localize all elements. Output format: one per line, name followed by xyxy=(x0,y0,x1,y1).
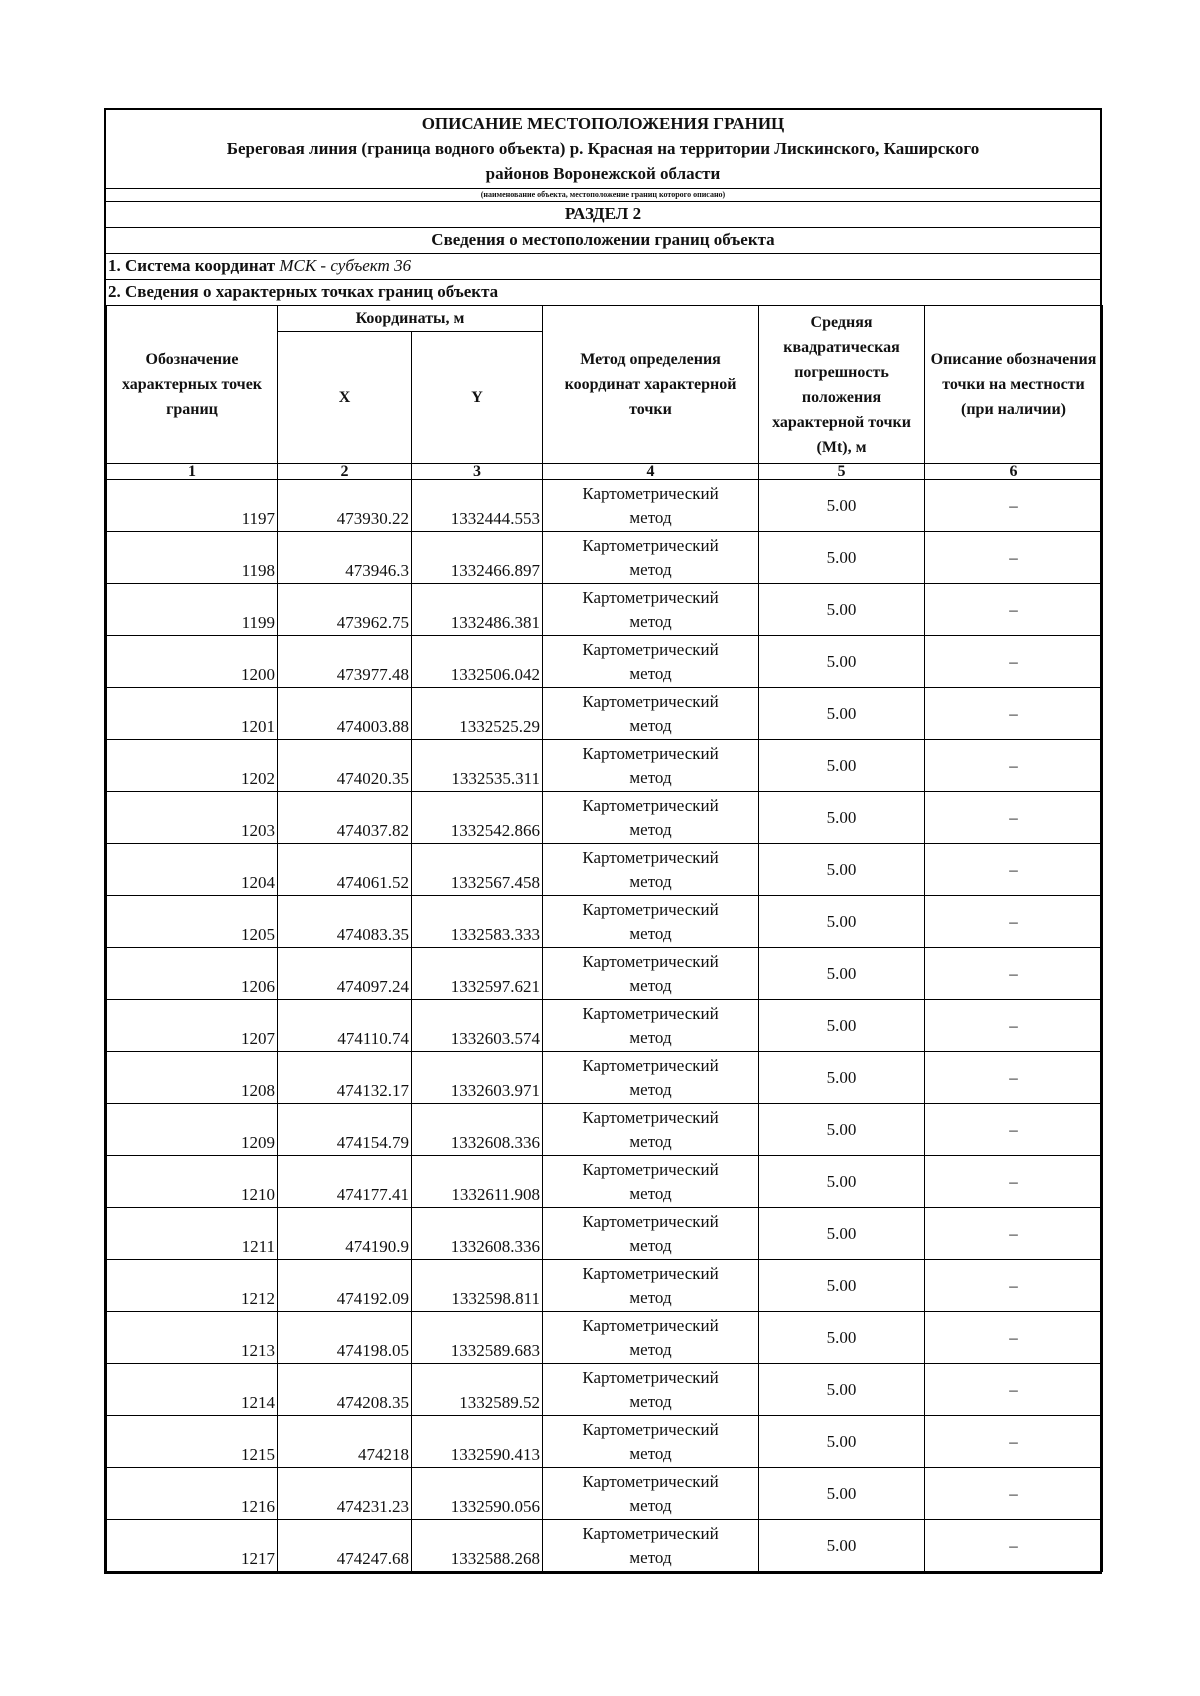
point-id-cell: 1202 xyxy=(107,740,278,792)
method-cell xyxy=(543,1000,759,1052)
point-id-cell: 1206 xyxy=(107,948,278,1000)
points-table-body xyxy=(107,480,1103,1572)
table-row xyxy=(107,1104,1103,1156)
point-id-cell: 1209 xyxy=(107,1104,278,1156)
x-coordinate-cell: 474020.35 xyxy=(278,740,412,792)
method-line-2: метод xyxy=(629,1339,672,1359)
x-coordinate-cell: 474247.68 xyxy=(278,1520,412,1572)
method-cell xyxy=(543,532,759,584)
method-cell xyxy=(543,1208,759,1260)
method-line-2: метод xyxy=(629,871,672,891)
point-id-cell: 1203 xyxy=(107,792,278,844)
table-row xyxy=(107,896,1103,948)
x-coordinate-cell: 474037.82 xyxy=(278,792,412,844)
description-cell: – xyxy=(925,688,1103,740)
error-cell: 5.00 xyxy=(759,740,925,792)
y-coordinate-cell: 1332597.621 xyxy=(412,948,543,1000)
y-coordinate-cell: 1332589.52 xyxy=(412,1364,543,1416)
document-header xyxy=(106,110,1100,189)
x-coordinate-cell: 474061.52 xyxy=(278,844,412,896)
description-cell: – xyxy=(925,1312,1103,1364)
point-id-cell: 1214 xyxy=(107,1364,278,1416)
method-cell xyxy=(543,688,759,740)
document-title: ОПИСАНИЕ МЕСТОПОЛОЖЕНИЯ ГРАНИЦ xyxy=(421,114,785,133)
error-cell: 5.00 xyxy=(759,1468,925,1520)
method-line-1: Картометрический xyxy=(582,1107,719,1127)
method-line-1: Картометрический xyxy=(582,847,719,867)
y-coordinate-cell: 1332608.336 xyxy=(412,1104,543,1156)
col-header-coords: Координаты, м xyxy=(278,306,543,332)
point-id-cell: 1217 xyxy=(107,1520,278,1572)
table-row xyxy=(107,688,1103,740)
col-number: 1 xyxy=(107,464,278,480)
y-coordinate-cell: 1332608.336 xyxy=(412,1208,543,1260)
x-coordinate-cell: 474192.09 xyxy=(278,1260,412,1312)
y-coordinate-cell: 1332590.056 xyxy=(412,1468,543,1520)
point-id-cell: 1213 xyxy=(107,1312,278,1364)
method-line-2: метод xyxy=(629,715,672,735)
point-id-cell: 1210 xyxy=(107,1156,278,1208)
method-line-1: Картометрический xyxy=(582,1471,719,1491)
point-id-cell: 1215 xyxy=(107,1416,278,1468)
description-cell: – xyxy=(925,636,1103,688)
method-line-2: метод xyxy=(629,1391,672,1411)
table-row xyxy=(107,1000,1103,1052)
object-caption: (наименование объекта, местоположение границ которого описано) xyxy=(106,189,1100,202)
method-line-2: метод xyxy=(629,1131,672,1151)
table-row xyxy=(107,480,1103,532)
table-row xyxy=(107,1416,1103,1468)
method-line-1: Картометрический xyxy=(582,1419,719,1439)
col-number: 5 xyxy=(759,464,925,480)
y-coordinate-cell: 1332603.971 xyxy=(412,1052,543,1104)
error-cell: 5.00 xyxy=(759,532,925,584)
method-cell xyxy=(543,636,759,688)
col-number: 6 xyxy=(925,464,1103,480)
col-header-desc: Описание обозначения точки на местности (при наличии) xyxy=(925,306,1103,464)
error-cell: 5.00 xyxy=(759,1364,925,1416)
method-line-1: Картометрический xyxy=(582,535,719,555)
method-line-1: Картометрический xyxy=(582,951,719,971)
method-line-2: метод xyxy=(629,1495,672,1515)
method-line-1: Картометрический xyxy=(582,1367,719,1387)
method-cell xyxy=(543,1156,759,1208)
description-cell: – xyxy=(925,1364,1103,1416)
error-cell: 5.00 xyxy=(759,844,925,896)
point-id-cell: 1207 xyxy=(107,1000,278,1052)
method-cell xyxy=(543,844,759,896)
x-coordinate-cell: 473977.48 xyxy=(278,636,412,688)
x-coordinate-cell: 474083.35 xyxy=(278,896,412,948)
x-coordinate-cell: 474208.35 xyxy=(278,1364,412,1416)
points-table xyxy=(106,305,1103,1572)
coordinate-system-label: 1. Система координат xyxy=(108,256,276,275)
point-id-cell: 1197 xyxy=(107,480,278,532)
method-line-1: Картометрический xyxy=(582,899,719,919)
x-coordinate-cell: 474097.24 xyxy=(278,948,412,1000)
method-cell xyxy=(543,1364,759,1416)
method-cell xyxy=(543,740,759,792)
method-cell xyxy=(543,792,759,844)
section-number: РАЗДЕЛ 2 xyxy=(106,202,1100,228)
description-cell: – xyxy=(925,1208,1103,1260)
table-row xyxy=(107,792,1103,844)
error-cell: 5.00 xyxy=(759,1208,925,1260)
x-coordinate-cell: 474132.17 xyxy=(278,1052,412,1104)
description-cell: – xyxy=(925,1260,1103,1312)
method-cell xyxy=(543,1104,759,1156)
description-cell: – xyxy=(925,1156,1103,1208)
method-cell xyxy=(543,1416,759,1468)
description-cell: – xyxy=(925,532,1103,584)
y-coordinate-cell: 1332542.866 xyxy=(412,792,543,844)
error-cell: 5.00 xyxy=(759,1312,925,1364)
y-coordinate-cell: 1332590.413 xyxy=(412,1416,543,1468)
description-cell: – xyxy=(925,1520,1103,1572)
y-coordinate-cell: 1332583.333 xyxy=(412,896,543,948)
error-cell: 5.00 xyxy=(759,948,925,1000)
document-subtitle-line-1: Береговая линия (граница водного объекта) р. Красная на территории Лискинского, Каширского xyxy=(226,139,980,158)
x-coordinate-cell: 474177.41 xyxy=(278,1156,412,1208)
method-line-1: Картометрический xyxy=(582,1211,719,1231)
method-line-1: Картометрический xyxy=(582,1315,719,1335)
method-line-1: Картометрический xyxy=(582,639,719,659)
point-id-cell: 1216 xyxy=(107,1468,278,1520)
error-cell: 5.00 xyxy=(759,636,925,688)
point-id-cell: 1199 xyxy=(107,584,278,636)
error-cell: 5.00 xyxy=(759,1000,925,1052)
table-row xyxy=(107,1052,1103,1104)
x-coordinate-cell: 473962.75 xyxy=(278,584,412,636)
point-id-cell: 1200 xyxy=(107,636,278,688)
x-coordinate-cell: 474190.9 xyxy=(278,1208,412,1260)
table-row xyxy=(107,532,1103,584)
method-cell xyxy=(543,1052,759,1104)
table-row xyxy=(107,1468,1103,1520)
point-id-cell: 1208 xyxy=(107,1052,278,1104)
description-cell: – xyxy=(925,1416,1103,1468)
method-cell xyxy=(543,584,759,636)
point-id-cell: 1211 xyxy=(107,1208,278,1260)
y-coordinate-cell: 1332486.381 xyxy=(412,584,543,636)
document-subtitle-line-2: районов Воронежской области xyxy=(485,164,721,183)
col-number: 4 xyxy=(543,464,759,480)
method-cell xyxy=(543,1520,759,1572)
table-row xyxy=(107,740,1103,792)
error-cell: 5.00 xyxy=(759,1104,925,1156)
method-line-2: метод xyxy=(629,767,672,787)
method-cell xyxy=(543,480,759,532)
method-line-1: Картометрический xyxy=(582,1055,719,1075)
method-line-2: метод xyxy=(629,1079,672,1099)
y-coordinate-cell: 1332589.683 xyxy=(412,1312,543,1364)
description-cell: – xyxy=(925,948,1103,1000)
description-cell: – xyxy=(925,1468,1103,1520)
x-coordinate-cell: 474231.23 xyxy=(278,1468,412,1520)
col-header-y: Y xyxy=(412,332,543,464)
x-coordinate-cell: 474154.79 xyxy=(278,1104,412,1156)
error-cell: 5.00 xyxy=(759,896,925,948)
point-id-cell: 1205 xyxy=(107,896,278,948)
method-line-2: метод xyxy=(629,1547,672,1567)
method-cell xyxy=(543,896,759,948)
points-heading: 2. Сведения о характерных точках границ объекта xyxy=(108,282,499,301)
x-coordinate-cell: 473930.22 xyxy=(278,480,412,532)
method-line-2: метод xyxy=(629,923,672,943)
method-cell xyxy=(543,1260,759,1312)
method-line-2: метод xyxy=(629,559,672,579)
method-cell xyxy=(543,948,759,1000)
error-cell: 5.00 xyxy=(759,792,925,844)
method-line-1: Картометрический xyxy=(582,1523,719,1543)
point-id-cell: 1198 xyxy=(107,532,278,584)
table-row xyxy=(107,584,1103,636)
table-row xyxy=(107,1156,1103,1208)
method-line-2: метод xyxy=(629,819,672,839)
table-row xyxy=(107,1364,1103,1416)
method-cell xyxy=(543,1468,759,1520)
method-line-2: метод xyxy=(629,611,672,631)
y-coordinate-cell: 1332567.458 xyxy=(412,844,543,896)
description-cell: – xyxy=(925,480,1103,532)
method-line-2: метод xyxy=(629,975,672,995)
y-coordinate-cell: 1332506.042 xyxy=(412,636,543,688)
y-coordinate-cell: 1332598.811 xyxy=(412,1260,543,1312)
y-coordinate-cell: 1332535.311 xyxy=(412,740,543,792)
y-coordinate-cell: 1332466.897 xyxy=(412,532,543,584)
col-number: 3 xyxy=(412,464,543,480)
error-cell: 5.00 xyxy=(759,480,925,532)
coordinate-system-value: МСК - субъект 36 xyxy=(279,256,412,275)
method-line-1: Картометрический xyxy=(582,743,719,763)
col-number: 2 xyxy=(278,464,412,480)
table-row xyxy=(107,1520,1103,1572)
table-row xyxy=(107,1312,1103,1364)
method-line-1: Картометрический xyxy=(582,795,719,815)
description-cell: – xyxy=(925,844,1103,896)
method-line-2: метод xyxy=(629,1183,672,1203)
method-line-2: метод xyxy=(629,663,672,683)
x-coordinate-cell: 474003.88 xyxy=(278,688,412,740)
table-row xyxy=(107,948,1103,1000)
col-header-method: Метод определения координат характерной точки xyxy=(543,306,759,464)
error-cell: 5.00 xyxy=(759,1052,925,1104)
description-cell: – xyxy=(925,792,1103,844)
description-cell: – xyxy=(925,896,1103,948)
method-line-1: Картометрический xyxy=(582,1263,719,1283)
method-line-1: Картометрический xyxy=(582,1003,719,1023)
method-line-2: метод xyxy=(629,1027,672,1047)
description-cell: – xyxy=(925,1104,1103,1156)
y-coordinate-cell: 1332611.908 xyxy=(412,1156,543,1208)
coordinate-system-line xyxy=(106,254,1100,280)
method-line-1: Картометрический xyxy=(582,691,719,711)
table-row xyxy=(107,1208,1103,1260)
col-header-point: Обозначение характерных точек границ xyxy=(107,306,278,464)
column-number-row xyxy=(107,464,1103,480)
method-line-1: Картометрический xyxy=(582,483,719,503)
method-line-1: Картометрический xyxy=(582,1159,719,1179)
error-cell: 5.00 xyxy=(759,1260,925,1312)
method-line-2: метод xyxy=(629,507,672,527)
y-coordinate-cell: 1332525.29 xyxy=(412,688,543,740)
point-id-cell: 1201 xyxy=(107,688,278,740)
method-line-2: метод xyxy=(629,1443,672,1463)
description-cell: – xyxy=(925,1052,1103,1104)
error-cell: 5.00 xyxy=(759,584,925,636)
boundary-description-sheet xyxy=(104,108,1102,1574)
point-id-cell: 1212 xyxy=(107,1260,278,1312)
error-cell: 5.00 xyxy=(759,1520,925,1572)
table-row xyxy=(107,636,1103,688)
description-cell: – xyxy=(925,584,1103,636)
col-header-x: X xyxy=(278,332,412,464)
y-coordinate-cell: 1332603.574 xyxy=(412,1000,543,1052)
table-row xyxy=(107,844,1103,896)
y-coordinate-cell: 1332444.553 xyxy=(412,480,543,532)
method-line-2: метод xyxy=(629,1235,672,1255)
x-coordinate-cell: 473946.3 xyxy=(278,532,412,584)
y-coordinate-cell: 1332588.268 xyxy=(412,1520,543,1572)
x-coordinate-cell: 474218 xyxy=(278,1416,412,1468)
x-coordinate-cell: 474198.05 xyxy=(278,1312,412,1364)
section-title: Сведения о местоположении границ объекта xyxy=(106,228,1100,254)
method-line-1: Картометрический xyxy=(582,587,719,607)
description-cell: – xyxy=(925,1000,1103,1052)
x-coordinate-cell: 474110.74 xyxy=(278,1000,412,1052)
point-id-cell: 1204 xyxy=(107,844,278,896)
error-cell: 5.00 xyxy=(759,1156,925,1208)
error-cell: 5.00 xyxy=(759,1416,925,1468)
error-cell: 5.00 xyxy=(759,688,925,740)
description-cell: – xyxy=(925,740,1103,792)
method-cell xyxy=(543,1312,759,1364)
col-header-error: Средняя квадратическая погрешность положения характерной точки (Mt), м xyxy=(759,306,925,464)
table-row xyxy=(107,1260,1103,1312)
method-line-2: метод xyxy=(629,1287,672,1307)
